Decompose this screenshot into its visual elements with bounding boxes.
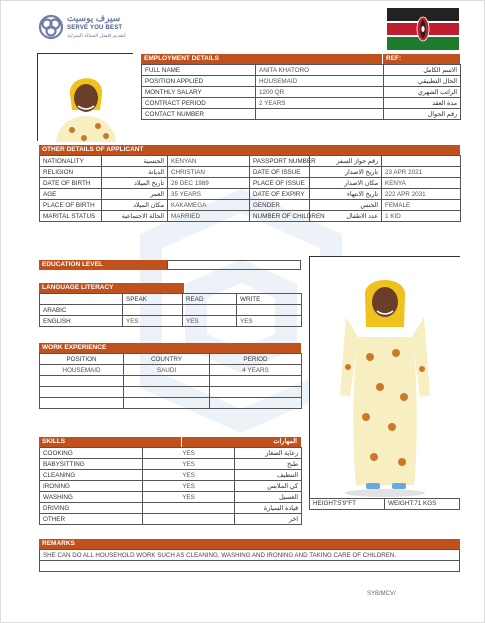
work-row-empty [40, 376, 302, 387]
employment-header: EMPLOYMENT DETAILS [141, 54, 383, 64]
skill-row [40, 514, 302, 525]
applicant-photo-full [309, 256, 460, 498]
field-label: CONTRACT PERIOD [142, 98, 256, 109]
work-row-empty [40, 398, 302, 409]
education-section [39, 260, 301, 270]
field-value: 35 YEARS [168, 189, 250, 200]
skill-value: YES [143, 448, 235, 459]
other-details-table [39, 155, 461, 222]
field-label-arabic: رقم جواز السفر [310, 156, 382, 167]
work-row-empty [40, 387, 302, 398]
field-label: MONTHLY SALARY [142, 87, 256, 98]
remarks-header: REMARKS [39, 539, 460, 549]
skill-name-arabic: قيادة السيارة [235, 503, 302, 514]
field-label: DATE OF BIRTH [40, 178, 102, 189]
skills-table [39, 447, 302, 525]
field-label: MARITAL STATUS [40, 211, 102, 222]
field-label-arabic: الراتب الشهري [384, 87, 461, 98]
field-value: MARRIED [168, 211, 250, 222]
weight-value: WEIGHT:71 KGS [385, 498, 460, 510]
field-value [382, 156, 461, 167]
kenya-flag-icon [387, 8, 459, 50]
field-value: KENYAN [168, 156, 250, 167]
field-value: 222 APR 2031 [382, 189, 461, 200]
country-value: SAUDI [124, 365, 210, 376]
measurements-row [309, 498, 460, 510]
skill-name-arabic: كي الملابس [235, 481, 302, 492]
language-section [39, 283, 301, 327]
empty-cell [210, 398, 302, 409]
field-value: CHRISTIAN [168, 167, 250, 178]
write-value: YES [237, 316, 302, 327]
language-table [39, 293, 302, 327]
field-label: NUMBER OF CHILDREN [250, 211, 310, 222]
field-label: FULL NAME [142, 65, 256, 76]
skill-row [40, 481, 302, 492]
skill-name: COOKING [40, 448, 143, 459]
field-label: AGE [40, 189, 102, 200]
skill-value: YES [143, 470, 235, 481]
field-value: 1200 QR [256, 87, 384, 98]
field-label-arabic: مدة العقد [384, 98, 461, 109]
skill-value: YES [143, 481, 235, 492]
footer-code: SYB/MCV/ [367, 591, 396, 597]
height-value: HEIGHT:5'9"FT [309, 498, 385, 510]
work-col-header: COUNTRY [124, 354, 210, 365]
detail-row [40, 189, 461, 200]
field-value: 2 YEARS [256, 98, 384, 109]
field-label-arabic: الاسم الكامل [384, 65, 461, 76]
field-label-arabic: تاريخ الاصدار [310, 167, 382, 178]
language-col-header: SPEAK [123, 294, 183, 305]
remarks-section [39, 539, 460, 572]
position-value: HOUSEMAID [40, 365, 124, 376]
language-col-blank [40, 294, 123, 305]
work-row [40, 365, 302, 376]
applicant-portrait [38, 54, 134, 142]
field-value: 23 APR 2021 [382, 167, 461, 178]
field-label: PASSPORT NUMBER [250, 156, 310, 167]
field-label: GENDER [250, 200, 310, 211]
skill-row [40, 459, 302, 470]
field-label-arabic: تاريخ الميلاد [102, 178, 168, 189]
speak-value: YES [123, 316, 183, 327]
field-value: 26 DEC 1989 [168, 178, 250, 189]
field-value: FEMALE [382, 200, 461, 211]
language-header-row [40, 294, 302, 305]
work-header: WORK EXPERIENCE [39, 343, 301, 353]
field-label: PLACE OF ISSUE [250, 178, 310, 189]
field-label: DATE OF ISSUE [250, 167, 310, 178]
skill-value: YES [143, 492, 235, 503]
empty-cell [124, 387, 210, 398]
empty-cell [124, 376, 210, 387]
skill-name: DRIVING [40, 503, 143, 514]
other-details-section [39, 145, 460, 222]
field-label: RELIGION [40, 167, 102, 178]
language-name: ARABIC [40, 305, 123, 316]
skills-header: SKILLS [39, 437, 182, 447]
skill-row [40, 492, 302, 503]
field-label-arabic: عدد الاطفال [310, 211, 382, 222]
field-label-arabic: مكان الاصدار [310, 178, 382, 189]
read-value: YES [183, 316, 237, 327]
speak-value [123, 305, 183, 316]
work-col-header: PERIOD [210, 354, 302, 365]
skill-name-arabic: التنظيف [235, 470, 302, 481]
empty-cell [40, 387, 124, 398]
skill-name-arabic: طبخ [235, 459, 302, 470]
skill-name: IRONING [40, 481, 143, 492]
other-details-header: OTHER DETAILS OF APPLICANT [39, 145, 460, 155]
detail-row [40, 156, 461, 167]
language-header: LANGUAGE LITERACY [39, 283, 184, 293]
field-label-arabic: رقم الجوال [384, 109, 461, 120]
field-label: NATIONALITY [40, 156, 102, 167]
read-value [183, 305, 237, 316]
field-label: DATE OF EXPIRY [250, 189, 310, 200]
period-value: 4 YEARS [210, 365, 302, 376]
field-label-arabic: الحالة الاجتماعية [102, 211, 168, 222]
field-label: CONTACT NUMBER [142, 109, 256, 120]
employment-table [141, 64, 461, 120]
empty-cell [40, 398, 124, 409]
empty-cell [210, 387, 302, 398]
field-label-arabic: تاريخ الانتهاء [310, 189, 382, 200]
remarks-text: SHE CAN DO ALL HOUSEHOLD WORK SUCH AS CLEANING, WASHING AND IRONING AND TAKING CARE OF CHILDREN. [39, 549, 460, 561]
language-col-header: READ [183, 294, 237, 305]
language-row [40, 316, 302, 327]
education-value [167, 260, 301, 270]
employment-row [142, 87, 461, 98]
field-value: 1 KID [382, 211, 461, 222]
skill-name: CLEANING [40, 470, 143, 481]
field-label-arabic: مكان الميلاد [102, 200, 168, 211]
skill-row [40, 503, 302, 514]
write-value [237, 305, 302, 316]
education-header: EDUCATION LEVEL [39, 260, 167, 270]
field-value [256, 109, 384, 120]
skill-name: BABYSITTING [40, 459, 143, 470]
company-logo [37, 11, 137, 47]
language-row [40, 305, 302, 316]
skill-value: YES [143, 459, 235, 470]
employment-row [142, 109, 461, 120]
field-label-arabic: الجنس [310, 200, 382, 211]
skills-header-arabic: المهارات [182, 437, 301, 447]
field-value: KAKAMEGA [168, 200, 250, 211]
work-section [39, 343, 301, 409]
work-table [39, 353, 302, 409]
detail-row [40, 167, 461, 178]
field-label-arabic: الجنسية [102, 156, 168, 167]
field-label-arabic: الديانة [102, 167, 168, 178]
empty-cell [210, 376, 302, 387]
ref-label: REF: [383, 54, 460, 64]
detail-row [40, 178, 461, 189]
skill-row [40, 470, 302, 481]
skill-name: OTHER [40, 514, 143, 525]
remarks-blank-line [39, 561, 460, 572]
field-value: ANITA KHATORO [256, 65, 384, 76]
logo-name: SERVE YOU BEST [67, 25, 123, 31]
work-col-header: POSITION [40, 354, 124, 365]
work-header-row [40, 354, 302, 365]
language-col-header: WRITE [237, 294, 302, 305]
detail-row [40, 211, 461, 222]
empty-cell [40, 376, 124, 387]
skill-row [40, 448, 302, 459]
detail-row [40, 200, 461, 211]
logo-arabic: سيرف يوسيت [67, 13, 121, 23]
field-label: PLACE OF BIRTH [40, 200, 102, 211]
logo-icon [37, 13, 65, 41]
employment-row [142, 65, 461, 76]
skills-section [39, 437, 301, 525]
field-label-arabic: العمر [102, 189, 168, 200]
field-value: HOUSEMAID [256, 76, 384, 87]
skill-name-arabic: اخر [235, 514, 302, 525]
field-label-arabic: الحال التطبيقي [384, 76, 461, 87]
field-value: KENYA [382, 178, 461, 189]
logo-tagline: لتقديم افضل العمالة المنزلية [67, 33, 126, 39]
skill-name: WASHING [40, 492, 143, 503]
field-label: POSITION APPLIED [142, 76, 256, 87]
empty-cell [124, 398, 210, 409]
skill-name-arabic: الغسيل [235, 492, 302, 503]
employment-row [142, 98, 461, 109]
applicant-photo-small [37, 53, 133, 141]
skill-value [143, 503, 235, 514]
skill-value [143, 514, 235, 525]
applicant-full-body [310, 257, 461, 499]
employment-section [141, 54, 460, 120]
employment-row [142, 76, 461, 87]
language-name: ENGLISH [40, 316, 123, 327]
skill-name-arabic: رعاية الصغار [235, 448, 302, 459]
